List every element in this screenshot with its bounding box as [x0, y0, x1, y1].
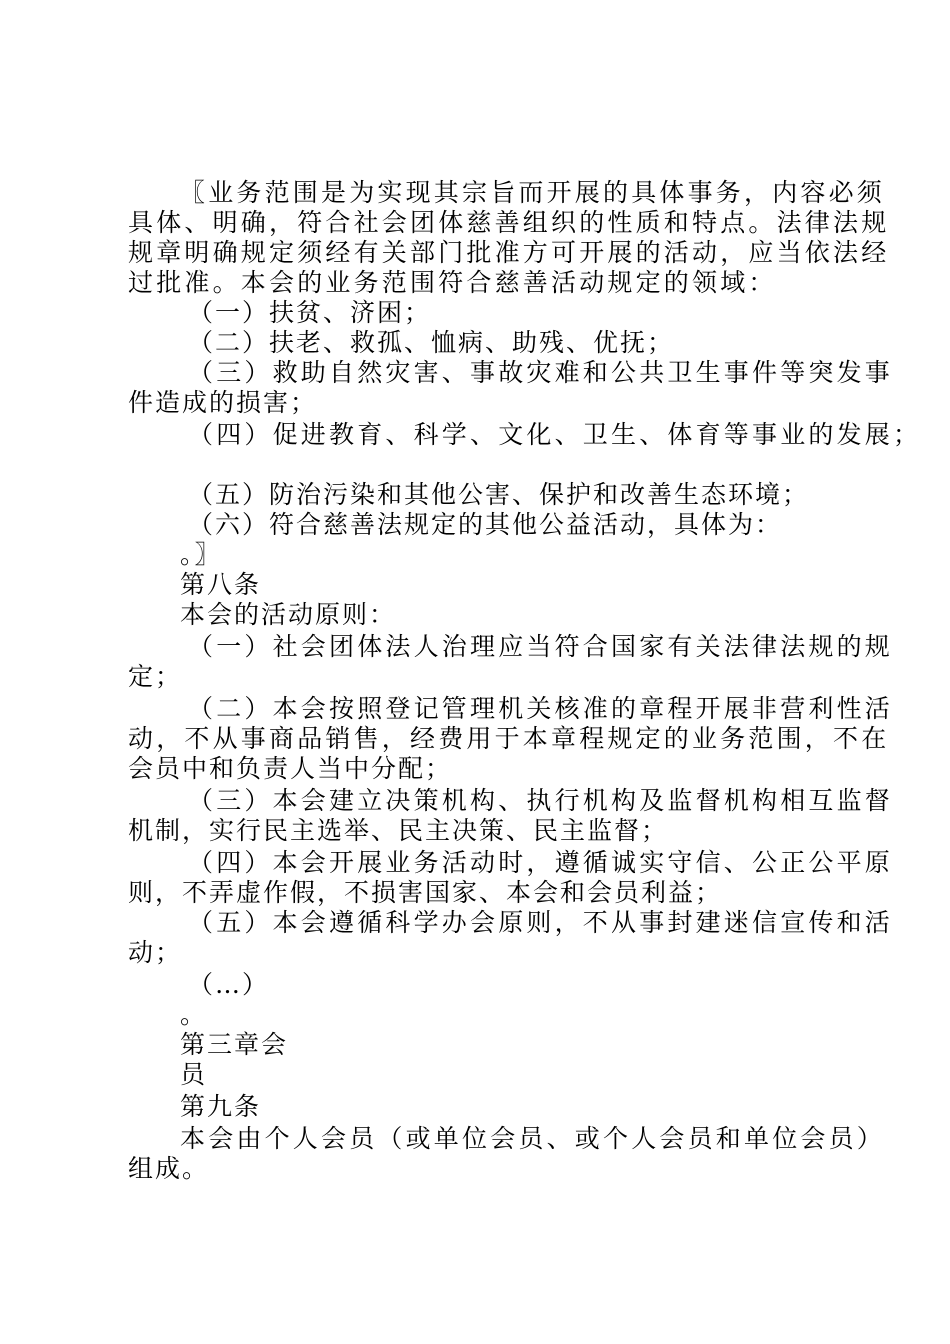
paragraph-line: 。 [180, 1000, 208, 1029]
article-heading: 第九条 [180, 1092, 262, 1121]
paragraph-line: 动，不从事商品销售，经费用于本章程规定的业务范围，不在 [128, 724, 890, 753]
list-item: （二）扶老、救孤、恤病、助残、优抚； [188, 328, 675, 357]
paragraph-line: 规章明确规定须经有关部门批准方可开展的活动，应当依法经 [128, 238, 890, 267]
list-item: （六）符合慈善法规定的其他公益活动，具体为： [188, 510, 783, 539]
paragraph-line: 机制，实行民主选举、民主决策、民主监督； [128, 816, 669, 845]
paragraph-line: 本会由个人会员（或单位会员、或个人会员和单位会员） [180, 1124, 886, 1153]
paragraph-line: 动； [128, 938, 183, 967]
paragraph-line: 组成。 [128, 1154, 210, 1183]
chapter-heading: 员 [180, 1060, 208, 1089]
article-heading: 第八条 [180, 570, 262, 599]
list-item: （四）促进教育、科学、文化、卫生、体育等事业的发展； [188, 420, 922, 449]
list-item: （…） [188, 970, 270, 999]
paragraph-line: 过批准。本会的业务范围符合慈善活动规定的领域： [128, 268, 777, 297]
paragraph-line: 具体、明确，符合社会团体慈善组织的性质和特点。法律法规 [128, 208, 890, 237]
list-item: （四）本会开展业务活动时，遵循诚实守信、公正公平原 [188, 848, 894, 877]
list-item: （一）扶贫、济困； [188, 298, 432, 327]
list-item: （五）本会遵循科学办会原则，不从事封建迷信宣传和活 [188, 908, 894, 937]
list-item: （二）本会按照登记管理机关核准的章程开展非营利性活 [188, 694, 894, 723]
list-item: （三）本会建立决策机构、执行机构及监督机构相互监督 [188, 786, 894, 815]
paragraph-line: 会员中和负责人当中分配； [128, 754, 453, 783]
chapter-heading: 第三章会 [180, 1030, 289, 1059]
paragraph-line: 本会的活动原则： [180, 600, 397, 629]
paragraph-line: 。〗 [180, 540, 222, 569]
paragraph-line: 定； [128, 662, 183, 691]
paragraph-line: 件造成的损害； [128, 388, 318, 417]
list-item: （五）防治污染和其他公害、保护和改善生态环境； [188, 480, 810, 509]
list-item: （一）社会团体法人治理应当符合国家有关法律法规的规 [188, 632, 894, 661]
paragraph-line: 则，不弄虚作假，不损害国家、本会和会员利益； [128, 878, 723, 907]
list-item: （三）救助自然灾害、事故灾难和公共卫生事件等突发事 [188, 358, 894, 387]
paragraph-line: 〖业务范围是为实现其宗旨而开展的具体事务，内容必须 [180, 178, 886, 207]
